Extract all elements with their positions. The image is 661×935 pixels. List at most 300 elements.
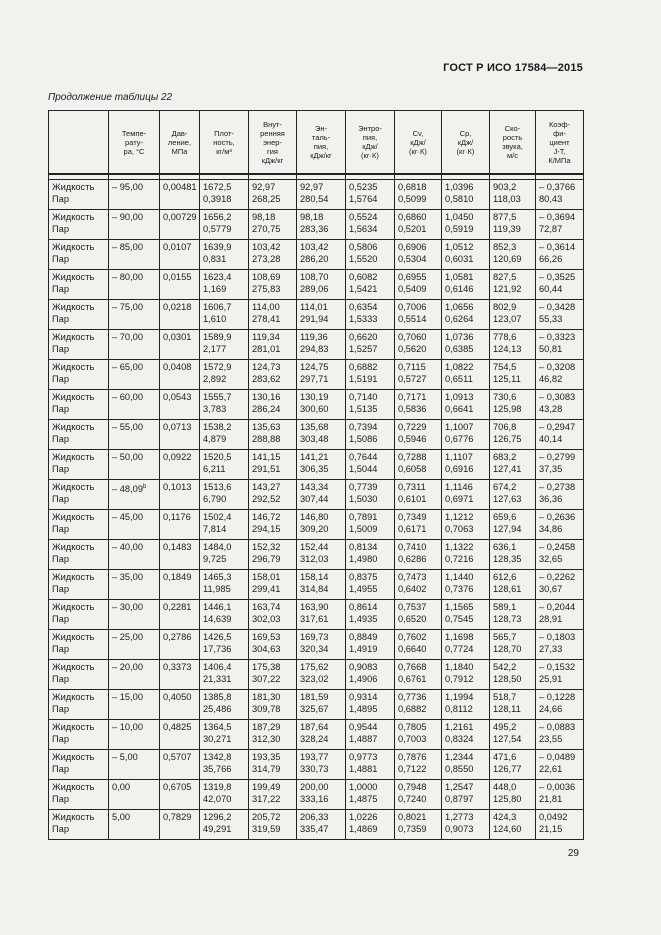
liquid-value: Жидкость xyxy=(52,542,95,552)
liquid-value: 0,8849 xyxy=(349,632,378,642)
cell-enthalpy xyxy=(297,390,346,420)
cell-jt-coefficient xyxy=(536,750,584,780)
vapor-value: 312,30 xyxy=(252,733,281,744)
value: – 30,00 xyxy=(112,602,144,612)
vapor-value: 6,211 xyxy=(203,463,226,474)
liquid-value: 181,30 xyxy=(252,692,281,702)
cell-cp xyxy=(442,360,490,390)
vapor-value: 320,34 xyxy=(300,643,329,654)
value: 0,5707 xyxy=(163,752,192,762)
liquid-value: 1,2161 xyxy=(445,722,474,732)
vapor-value: 0,6916 xyxy=(445,463,474,474)
vapor-value: 289,06 xyxy=(300,283,329,294)
table-row xyxy=(49,810,584,840)
vapor-value: 1,5421 xyxy=(349,283,378,294)
cell-pressure xyxy=(160,360,200,390)
liquid-value: 0,9314 xyxy=(349,692,378,702)
liquid-value: 187,29 xyxy=(252,722,281,732)
cell-enthalpy xyxy=(297,240,346,270)
cell-cp xyxy=(442,240,490,270)
vapor-value: 17,736 xyxy=(203,643,232,654)
liquid-value: 877,5 xyxy=(493,212,517,222)
liquid-value: 0,7349 xyxy=(398,512,427,522)
cell-entropy xyxy=(346,180,395,210)
cell-phase xyxy=(49,570,109,600)
vapor-value: 0,7122 xyxy=(398,763,427,774)
liquid-value: 119,36 xyxy=(300,332,328,342)
cell-enthalpy xyxy=(297,570,346,600)
cell-cv xyxy=(395,450,442,480)
vapor-value: 306,35 xyxy=(300,463,329,474)
liquid-value: Жидкость xyxy=(52,422,95,432)
cell-cp xyxy=(442,270,490,300)
liquid-value: 1,1146 xyxy=(445,482,473,492)
vapor-value: 4,879 xyxy=(203,433,227,444)
liquid-value: 1426,5 xyxy=(203,632,232,642)
vapor-value: 0,6640 xyxy=(398,643,427,654)
cell-phase xyxy=(49,360,109,390)
liquid-value: 130,16 xyxy=(252,392,281,402)
liquid-value: 141,21 xyxy=(300,452,329,462)
cell-phase xyxy=(49,810,109,840)
cell-internal-energy xyxy=(249,330,297,360)
liquid-value: 158,01 xyxy=(252,572,281,582)
vapor-value: 0,5919 xyxy=(445,223,474,234)
liquid-value: 0,6082 xyxy=(349,272,378,282)
cell-phase xyxy=(49,210,109,240)
liquid-value: Жидкость xyxy=(52,812,95,822)
vapor-value: 0,6520 xyxy=(398,613,427,624)
liquid-value: 1385,8 xyxy=(203,692,232,702)
cell-cp xyxy=(442,690,490,720)
liquid-value: 1,1212 xyxy=(445,512,474,522)
liquid-value: 200,00 xyxy=(300,782,329,792)
vapor-value: Пар xyxy=(52,373,70,384)
cell-density xyxy=(200,240,249,270)
liquid-value: Жидкость xyxy=(52,632,95,642)
cell-density xyxy=(200,780,249,810)
liquid-value: 495,2 xyxy=(493,722,517,732)
vapor-value: 1,5135 xyxy=(349,403,378,414)
cell-entropy xyxy=(346,750,395,780)
cell-phase xyxy=(49,690,109,720)
vapor-value: 286,24 xyxy=(252,403,281,414)
cell-density xyxy=(200,180,249,210)
liquid-value: 0,7288 xyxy=(398,452,427,462)
liquid-value: 1520,5 xyxy=(203,452,232,462)
value: – 55,00 xyxy=(112,422,144,432)
vapor-value: 0,7240 xyxy=(398,793,427,804)
value: – 95,00 xyxy=(112,182,144,192)
vapor-value: 123,07 xyxy=(493,313,522,324)
value: 0,0218 xyxy=(163,302,192,312)
vapor-value: 25,91 xyxy=(539,673,563,684)
liquid-value: – 0,2044 xyxy=(539,602,576,612)
cell-cp xyxy=(442,390,490,420)
vapor-value: 32,65 xyxy=(539,553,563,564)
liquid-value: – 0,2799 xyxy=(539,452,576,462)
vapor-value: 127,41 xyxy=(493,463,522,474)
vapor-value: 296,79 xyxy=(252,553,281,564)
cell-density xyxy=(200,720,249,750)
cell-density xyxy=(200,330,249,360)
vapor-value: 118,03 xyxy=(493,193,521,204)
vapor-value: 30,271 xyxy=(203,733,232,744)
liquid-value: Жидкость xyxy=(52,452,95,462)
vapor-value: 0,7003 xyxy=(398,733,427,744)
liquid-value: 0,6955 xyxy=(398,272,427,282)
value: 0,0301 xyxy=(163,332,192,342)
vapor-value: 1,610 xyxy=(203,313,227,324)
liquid-value: Жидкость xyxy=(52,512,95,522)
liquid-value: 0,8614 xyxy=(349,602,378,612)
vapor-value: 0,8324 xyxy=(445,733,474,744)
liquid-value: 1,0450 xyxy=(445,212,474,222)
liquid-value: – 0,1532 xyxy=(539,662,576,672)
liquid-value: 0,7736 xyxy=(398,692,427,702)
cell-sound-speed xyxy=(490,330,536,360)
value: – 35,00 xyxy=(112,572,144,582)
liquid-value: 92,97 xyxy=(252,182,276,192)
cell-temperature xyxy=(109,810,160,840)
header-internal-energy: Внут- ренняя энер- гия кДж/кг xyxy=(249,111,297,175)
vapor-value: 303,48 xyxy=(300,433,329,444)
table-row xyxy=(49,750,584,780)
cell-entropy xyxy=(346,210,395,240)
vapor-value: 1,4869 xyxy=(349,823,378,834)
liquid-value: – 0,2636 xyxy=(539,512,576,522)
cell-entropy xyxy=(346,720,395,750)
liquid-value: 1446,1 xyxy=(203,602,232,612)
cell-density xyxy=(200,480,249,510)
cell-pressure xyxy=(160,450,200,480)
liquid-value: 0,7394 xyxy=(349,422,378,432)
liquid-value: 114,01 xyxy=(300,302,328,312)
liquid-value: 0,6354 xyxy=(349,302,378,312)
header-pressure: Дав- ление, МПа xyxy=(160,111,200,175)
cell-internal-energy xyxy=(249,690,297,720)
cell-sound-speed xyxy=(490,720,536,750)
cell-sound-speed xyxy=(490,690,536,720)
cell-internal-energy xyxy=(249,300,297,330)
value: – 90,00 xyxy=(112,212,144,222)
vapor-value: 0,5304 xyxy=(398,253,427,264)
cell-jt-coefficient xyxy=(536,690,584,720)
liquid-value: 0,7006 xyxy=(398,302,427,312)
liquid-value: 0,8375 xyxy=(349,572,378,582)
vapor-value: 50,81 xyxy=(539,343,563,354)
liquid-value: 1606,7 xyxy=(203,302,232,312)
vapor-value: 0,831 xyxy=(203,253,227,264)
vapor-value: 11,985 xyxy=(203,583,231,594)
vapor-value: Пар xyxy=(52,223,70,234)
liquid-value: 114,00 xyxy=(252,302,280,312)
liquid-value: 518,7 xyxy=(493,692,517,702)
liquid-value: 1555,7 xyxy=(203,392,232,402)
vapor-value: 1,4895 xyxy=(349,703,378,714)
liquid-value: 1,2547 xyxy=(445,782,474,792)
liquid-value: 1502,4 xyxy=(203,512,232,522)
cell-enthalpy xyxy=(297,810,346,840)
liquid-value: 1,0822 xyxy=(445,362,474,372)
cell-entropy xyxy=(346,630,395,660)
liquid-value: 589,1 xyxy=(493,602,517,612)
liquid-value: Жидкость xyxy=(52,362,95,372)
vapor-value: 317,61 xyxy=(300,613,329,624)
liquid-value: 1319,8 xyxy=(203,782,232,792)
liquid-value: 0,7171 xyxy=(398,392,427,402)
liquid-value: 103,42 xyxy=(252,242,281,252)
cell-internal-energy xyxy=(249,240,297,270)
cell-temperature xyxy=(109,270,160,300)
header-entropy: Энтро- пия, кДж/ (кг·К) xyxy=(346,111,395,175)
cell-phase xyxy=(49,480,109,510)
vapor-value: 1,5009 xyxy=(349,523,378,534)
liquid-value: 163,74 xyxy=(252,602,281,612)
liquid-value: 0,6906 xyxy=(398,242,427,252)
cell-jt-coefficient xyxy=(536,360,584,390)
cell-internal-energy xyxy=(249,510,297,540)
cell-temperature xyxy=(109,750,160,780)
cell-cv xyxy=(395,420,442,450)
cell-cv xyxy=(395,720,442,750)
cell-temperature xyxy=(109,240,160,270)
cell-jt-coefficient xyxy=(536,390,584,420)
cell-entropy xyxy=(346,330,395,360)
vapor-value: 317,22 xyxy=(252,793,281,804)
cell-temperature xyxy=(109,690,160,720)
liquid-value: Жидкость xyxy=(52,782,95,792)
cell-temperature xyxy=(109,480,160,510)
vapor-value: 25,486 xyxy=(203,703,232,714)
liquid-value: 0,7668 xyxy=(398,662,427,672)
liquid-value: 1484,0 xyxy=(203,542,232,552)
cell-entropy xyxy=(346,420,395,450)
standard-title: ГОСТ Р ИСО 17584—2015 xyxy=(443,62,583,74)
liquid-value: Жидкость xyxy=(52,692,95,702)
liquid-value: 205,72 xyxy=(252,812,281,822)
liquid-value: 542,2 xyxy=(493,662,517,672)
liquid-value: 0,7140 xyxy=(349,392,378,402)
table-caption: Продолжение таблицы 22 xyxy=(48,92,173,103)
value: 0,7829 xyxy=(163,812,192,822)
vapor-value: 120,69 xyxy=(493,253,522,264)
cell-internal-energy xyxy=(249,180,297,210)
liquid-value: Жидкость xyxy=(52,332,95,342)
cell-sound-speed xyxy=(490,420,536,450)
header-cv: Cv, кДж/ (кг·К) xyxy=(395,111,442,175)
vapor-value: 127,94 xyxy=(493,523,522,534)
vapor-value: 307,44 xyxy=(300,493,329,504)
cell-jt-coefficient xyxy=(536,270,584,300)
cell-density xyxy=(200,360,249,390)
vapor-value: 128,61 xyxy=(493,583,522,594)
cell-sound-speed xyxy=(490,510,536,540)
value: 0,1849 xyxy=(163,572,192,582)
vapor-value: 66,26 xyxy=(539,253,563,264)
cell-temperature xyxy=(109,540,160,570)
liquid-value: 199,49 xyxy=(252,782,281,792)
cell-cp xyxy=(442,780,490,810)
liquid-value: 659,6 xyxy=(493,512,517,522)
vapor-value: 0,7724 xyxy=(445,643,474,654)
vapor-value: 2,892 xyxy=(203,373,227,384)
cell-internal-energy xyxy=(249,600,297,630)
vapor-value: 0,6511 xyxy=(445,373,473,384)
vapor-value: 330,73 xyxy=(300,763,329,774)
cell-sound-speed xyxy=(490,390,536,420)
table-row xyxy=(49,660,584,690)
liquid-value: 730,6 xyxy=(493,392,517,402)
cell-phase xyxy=(49,720,109,750)
vapor-value: 0,6776 xyxy=(445,433,474,444)
liquid-value: 124,73 xyxy=(252,362,281,372)
liquid-value: 1465,3 xyxy=(203,572,232,582)
cell-sound-speed xyxy=(490,570,536,600)
vapor-value: 6,790 xyxy=(203,493,227,504)
liquid-value: Жидкость xyxy=(52,182,95,192)
cell-enthalpy xyxy=(297,480,346,510)
liquid-value: 0,7739 xyxy=(349,482,378,492)
value: 0,0155 xyxy=(163,272,192,282)
liquid-value: 175,62 xyxy=(300,662,329,672)
cell-jt-coefficient xyxy=(536,600,584,630)
value: – 80,00 xyxy=(112,272,144,282)
cell-density xyxy=(200,540,249,570)
value: – 70,00 xyxy=(112,332,144,342)
liquid-value: 124,75 xyxy=(300,362,329,372)
vapor-value: 1,4887 xyxy=(349,733,378,744)
vapor-value: Пар xyxy=(52,553,70,564)
vapor-value: Пар xyxy=(52,193,70,204)
liquid-value: Жидкость xyxy=(52,212,95,222)
vapor-value: 0,6101 xyxy=(398,493,427,504)
liquid-value: 1,0396 xyxy=(445,182,474,192)
cell-phase xyxy=(49,330,109,360)
cell-cv xyxy=(395,810,442,840)
cell-cp xyxy=(442,480,490,510)
cell-enthalpy xyxy=(297,750,346,780)
vapor-value: Пар xyxy=(52,583,70,594)
cell-sound-speed xyxy=(490,450,536,480)
cell-pressure xyxy=(160,600,200,630)
cell-cv xyxy=(395,390,442,420)
vapor-value: 325,67 xyxy=(300,703,329,714)
cell-pressure xyxy=(160,420,200,450)
cell-phase xyxy=(49,780,109,810)
vapor-value: 309,20 xyxy=(300,523,329,534)
liquid-value: 1623,4 xyxy=(203,272,232,282)
cell-sound-speed xyxy=(490,750,536,780)
liquid-value: 92,97 xyxy=(300,182,324,192)
vapor-value: 22,61 xyxy=(539,763,563,774)
cell-cv xyxy=(395,240,442,270)
liquid-value: 1513,6 xyxy=(203,482,232,492)
liquid-value: 1,0736 xyxy=(445,332,474,342)
liquid-value: 98,18 xyxy=(252,212,276,222)
cell-cp xyxy=(442,600,490,630)
vapor-value: 0,7376 xyxy=(445,583,474,594)
vapor-value: 1,4955 xyxy=(349,583,378,594)
vapor-value: 0,6385 xyxy=(445,343,474,354)
vapor-value: Пар xyxy=(52,253,70,264)
liquid-value: 0,7602 xyxy=(398,632,427,642)
cell-sound-speed xyxy=(490,540,536,570)
vapor-value: 128,50 xyxy=(493,673,522,684)
cell-jt-coefficient xyxy=(536,570,584,600)
cell-jt-coefficient xyxy=(536,630,584,660)
cell-phase xyxy=(49,660,109,690)
vapor-value: 34,86 xyxy=(539,523,563,534)
vapor-value: 0,5620 xyxy=(398,343,427,354)
liquid-value: 1572,9 xyxy=(203,362,232,372)
vapor-value: 0,5946 xyxy=(398,433,427,444)
cell-jt-coefficient xyxy=(536,720,584,750)
liquid-value: 636,1 xyxy=(493,542,517,552)
cell-cv xyxy=(395,180,442,210)
liquid-value: 0,8021 xyxy=(398,812,427,822)
table-row xyxy=(49,480,584,510)
vapor-value: 1,5044 xyxy=(349,463,378,474)
cell-density xyxy=(200,810,249,840)
cell-enthalpy xyxy=(297,450,346,480)
cell-pressure xyxy=(160,240,200,270)
liquid-value: 1,1994 xyxy=(445,692,474,702)
vapor-value: 126,77 xyxy=(493,763,522,774)
cell-density xyxy=(200,300,249,330)
vapor-value: 128,70 xyxy=(493,643,522,654)
cell-pressure xyxy=(160,750,200,780)
liquid-value: 108,69 xyxy=(252,272,281,282)
cell-enthalpy xyxy=(297,600,346,630)
cell-entropy xyxy=(346,540,395,570)
liquid-value: – 0,0036 xyxy=(539,782,576,792)
vapor-value: 127,63 xyxy=(493,493,522,504)
cell-temperature xyxy=(109,660,160,690)
vapor-value: Пар xyxy=(52,823,70,834)
cell-pressure xyxy=(160,330,200,360)
cell-cv xyxy=(395,210,442,240)
liquid-value: 1342,8 xyxy=(203,752,232,762)
cell-phase xyxy=(49,750,109,780)
vapor-value: 7,814 xyxy=(203,523,227,534)
liquid-value: 1,0226 xyxy=(349,812,378,822)
cell-cv xyxy=(395,750,442,780)
vapor-value: 1,5520 xyxy=(349,253,378,264)
cell-cp xyxy=(442,510,490,540)
vapor-value: 291,94 xyxy=(300,313,329,324)
liquid-value: 1364,5 xyxy=(203,722,232,732)
cell-enthalpy xyxy=(297,540,346,570)
table-row xyxy=(49,420,584,450)
liquid-value: 143,27 xyxy=(252,482,281,492)
value: 0,4050 xyxy=(163,692,192,702)
liquid-value: 0,0492 xyxy=(539,812,568,822)
liquid-value: – 0,1228 xyxy=(539,692,576,702)
liquid-value: 1,1007 xyxy=(445,422,474,432)
cell-cv xyxy=(395,270,442,300)
value: 0,4825 xyxy=(163,722,192,732)
table-row xyxy=(49,270,584,300)
liquid-value: 1538,2 xyxy=(203,422,232,432)
cell-internal-energy xyxy=(249,810,297,840)
liquid-value: 1,1440 xyxy=(445,572,474,582)
vapor-value: 312,03 xyxy=(300,553,329,564)
vapor-value: 275,83 xyxy=(252,283,281,294)
cell-temperature xyxy=(109,420,160,450)
vapor-value: 309,78 xyxy=(252,703,281,714)
cell-cv xyxy=(395,780,442,810)
